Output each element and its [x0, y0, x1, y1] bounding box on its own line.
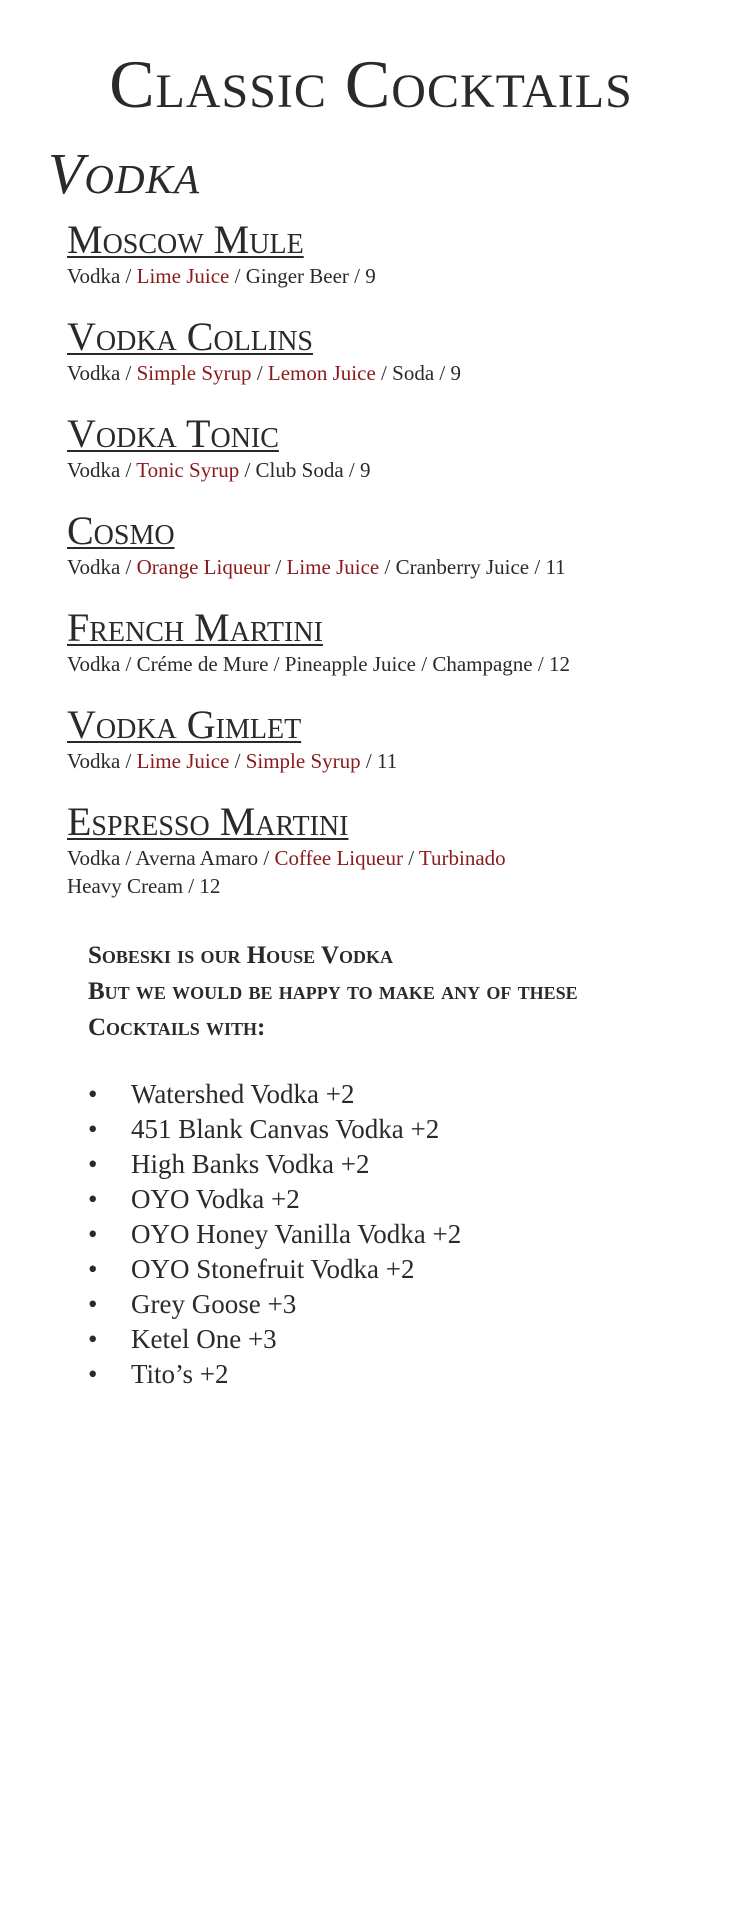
vodka-upgrade-list	[88, 1077, 688, 1392]
separator: /	[229, 749, 246, 773]
ingredient: Heavy Cream	[67, 874, 184, 898]
separator: /	[120, 846, 136, 870]
cocktail-price: 12	[199, 874, 221, 898]
upgrade-label: Tito’s +2	[131, 1359, 229, 1389]
upgrade-item	[88, 1322, 688, 1357]
separator: /	[379, 555, 396, 579]
separator: /	[120, 749, 137, 773]
ingredient: Lemon Juice	[267, 361, 376, 385]
separator: /	[402, 846, 419, 870]
cocktail-name: French Martini	[67, 605, 323, 650]
bullet-icon: •	[88, 1114, 98, 1144]
ingredient: Vodka	[67, 652, 121, 676]
ingredient: Vodka	[67, 264, 121, 288]
upgrade-item	[88, 1077, 688, 1112]
upgrade-item	[88, 1147, 688, 1182]
cocktail-item	[67, 703, 727, 775]
ingredient: Simple Syrup	[245, 749, 361, 773]
ingredient: Lime Juice	[286, 555, 380, 579]
ingredient: Vodka	[67, 361, 121, 385]
cocktail-item	[67, 412, 727, 484]
ingredient: Lime Juice	[136, 749, 230, 773]
cocktail-name: Vodka Collins	[67, 314, 313, 359]
upgrade-item	[88, 1287, 688, 1322]
ingredient: Champagne	[432, 652, 533, 676]
separator: /	[120, 361, 137, 385]
upgrade-item	[88, 1112, 688, 1147]
bullet-icon: •	[88, 1219, 98, 1249]
separator: /	[529, 555, 546, 579]
ingredient: Ginger Beer	[245, 264, 349, 288]
cocktail-name: Espresso Martini	[67, 799, 349, 844]
ingredient: Soda	[392, 361, 435, 385]
cocktail-price: 9	[450, 361, 461, 385]
cocktail-item	[67, 800, 727, 900]
upgrade-label: High Banks Vodka +2	[131, 1149, 370, 1179]
cocktail-ingredients	[67, 844, 727, 900]
ingredient: Simple Syrup	[136, 361, 252, 385]
separator: /	[120, 652, 137, 676]
house-vodka-note	[88, 938, 728, 1046]
bullet-icon: •	[88, 1149, 98, 1179]
separator: /	[229, 264, 246, 288]
cocktail-price: 11	[545, 555, 566, 579]
separator: /	[268, 652, 285, 676]
separator: /	[258, 846, 275, 870]
ingredient: Vodka	[67, 749, 121, 773]
cocktail-ingredients	[67, 359, 727, 387]
note-line-2: But we would be happy to make any of these	[88, 978, 578, 1005]
separator: /	[375, 361, 393, 385]
separator: /	[532, 652, 549, 676]
ingredient: Vodka	[67, 846, 121, 870]
bullet-icon: •	[88, 1289, 98, 1319]
separator: /	[120, 264, 137, 288]
cocktail-ingredients	[67, 456, 727, 484]
upgrade-label: Ketel One +3	[131, 1324, 277, 1354]
bullet-icon: •	[88, 1079, 98, 1109]
cocktail-item	[67, 218, 727, 290]
cocktail-price: 9	[365, 264, 376, 288]
cocktail-name: Cosmo	[67, 508, 175, 553]
upgrade-item	[88, 1182, 688, 1217]
cocktail-name: Vodka Tonic	[67, 411, 279, 456]
cocktail-ingredients	[67, 553, 727, 581]
cocktail-price: 11	[376, 749, 398, 773]
separator: /	[251, 361, 268, 385]
separator: /	[348, 264, 366, 288]
ingredient: Cranberry Juice	[395, 555, 530, 579]
ingredient: Lime Juice	[136, 264, 230, 288]
upgrade-label: OYO Honey Vanilla Vodka +2	[131, 1219, 462, 1249]
ingredient: Coffee Liqueur	[274, 846, 403, 870]
ingredient: Club Soda	[255, 458, 344, 482]
ingredient: Vodka	[67, 458, 121, 482]
ingredient: Créme de Mure	[136, 652, 269, 676]
ingredient: Orange Liqueur	[136, 555, 271, 579]
separator: /	[343, 458, 360, 482]
bullet-icon: •	[88, 1254, 98, 1284]
bullet-icon: •	[88, 1359, 98, 1389]
ingredient: Averna Amaro	[135, 846, 259, 870]
upgrade-label: OYO Vodka +2	[131, 1184, 300, 1214]
separator: /	[120, 555, 137, 579]
page-title: Classic Cocktails	[109, 46, 633, 122]
cocktail-ingredients	[67, 747, 727, 775]
bullet-icon: •	[88, 1324, 98, 1354]
cocktail-list	[67, 218, 727, 925]
ingredient: Tonic Syrup	[136, 458, 240, 482]
separator: /	[120, 458, 137, 482]
ingredient: Turbinado	[418, 846, 506, 870]
upgrade-item	[88, 1357, 688, 1392]
ingredient: Pineapple Juice	[284, 652, 416, 676]
separator: /	[239, 458, 256, 482]
upgrade-label: Grey Goose +3	[131, 1289, 297, 1319]
upgrade-label: OYO Stonefruit Vodka +2	[131, 1254, 415, 1284]
separator: /	[270, 555, 287, 579]
note-line-3: Cocktails with:	[88, 1014, 266, 1041]
upgrade-label: 451 Blank Canvas Vodka +2	[131, 1114, 440, 1144]
cocktail-name: Moscow Mule	[67, 217, 304, 262]
note-line-1: Sobeski is our House Vodka	[88, 942, 394, 969]
cocktail-item	[67, 315, 727, 387]
cocktail-item	[67, 509, 727, 581]
upgrade-label: Watershed Vodka +2	[131, 1079, 355, 1109]
cocktail-name: Vodka Gimlet	[67, 702, 302, 747]
separator: /	[434, 361, 451, 385]
separator: /	[183, 874, 200, 898]
bullet-icon: •	[88, 1184, 98, 1214]
cocktail-ingredients	[67, 650, 727, 678]
upgrade-item	[88, 1217, 688, 1252]
cocktail-ingredients	[67, 262, 727, 290]
cocktail-price: 9	[359, 458, 371, 482]
cocktail-price: 12	[548, 652, 570, 676]
cocktail-item	[67, 606, 727, 678]
separator: /	[415, 652, 433, 676]
section-title-vodka: Vodka	[48, 141, 201, 206]
ingredient: Vodka	[67, 555, 121, 579]
separator: /	[360, 749, 377, 773]
upgrade-item	[88, 1252, 688, 1287]
